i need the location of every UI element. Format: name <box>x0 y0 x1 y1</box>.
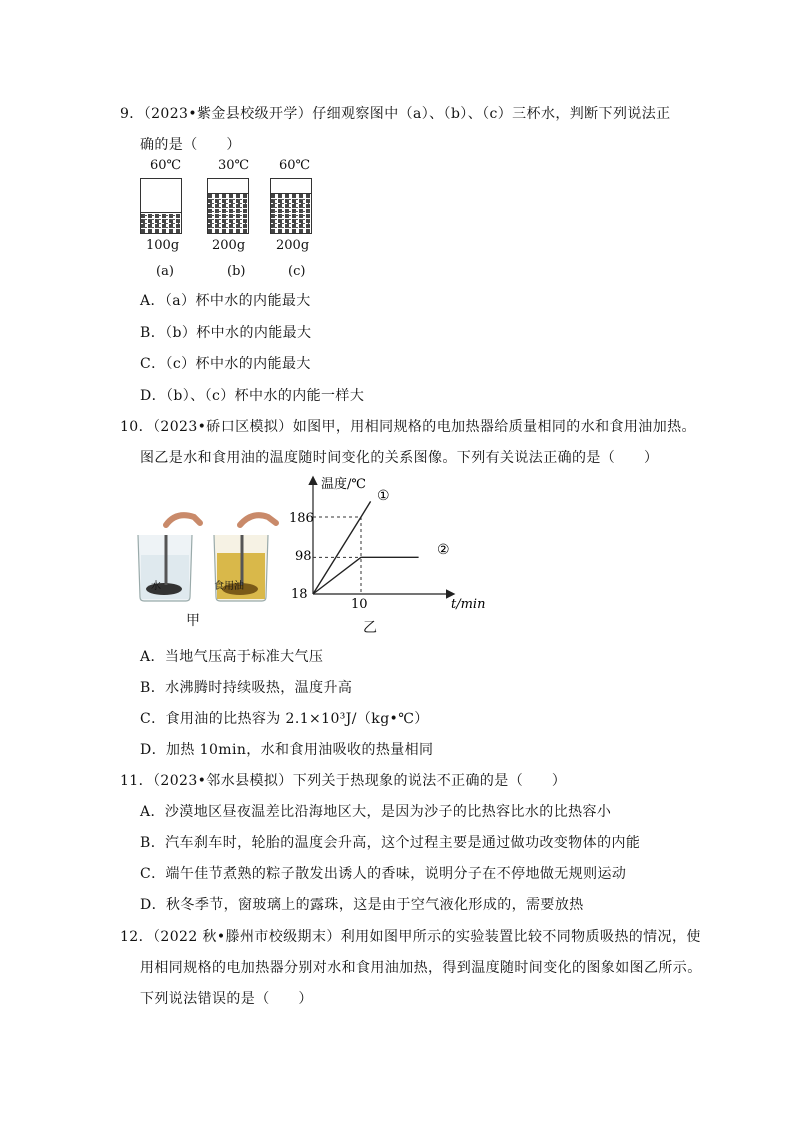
cup-c-label: (c) <box>288 264 306 279</box>
q10-option-b: B．水沸腾时持续吸热，温度升高 <box>140 680 353 696</box>
cup-a <box>140 178 182 234</box>
water-beaker <box>138 515 200 601</box>
cup-a-temp: 60℃ <box>150 158 182 173</box>
q9-stem-line1: 9．（2023•紫金县校级开学）仔细观察图中（a）、（b）、（c）三杯水，判断下列说法正 <box>120 106 671 122</box>
series-line-2 <box>313 557 419 594</box>
q10-option-a: A．当地气压高于标准大气压 <box>140 649 324 665</box>
cup-c-mass: 200g <box>276 238 310 253</box>
q9-option-a: A．（a）杯中水的内能最大 <box>140 293 311 309</box>
q10-option-d: D．加热 10min，水和食用油吸收的热量相同 <box>140 742 434 758</box>
q11-option-d: D．秋冬季节，窗玻璃上的露珠，这是由于空气液化形成的，需要放热 <box>140 897 584 913</box>
q12-stem-line1: 12．（2022 秋•滕州市校级期末）利用如图甲所示的实验装置比较不同物质吸热的情况，使 <box>120 929 701 945</box>
q9-option-d: D．（b）、（c）杯中水的内能一样大 <box>140 388 365 404</box>
temperature-time-chart <box>285 470 505 630</box>
oil-label: 食用油 <box>214 581 244 592</box>
q12-stem-line2: 用相同规格的电加热器分别对水和食用油加热，得到温度随时间变化的图象如图乙所示。 <box>140 960 702 976</box>
cup-c-temp: 60℃ <box>279 158 311 173</box>
x-axis-label: t/min <box>451 597 486 612</box>
q10-stem-line1: 10．（2023•硚口区模拟）如图甲，用相同规格的电加热器给质量相同的水和食用油加热。 <box>120 419 696 435</box>
cup-b-mass: 200g <box>212 238 246 253</box>
cup-b-label: (b) <box>227 264 246 279</box>
graph-caption: 乙 <box>363 620 377 636</box>
q9-stem-line2: 确的是（ ） <box>140 137 241 153</box>
x-tick-10: 10 <box>351 597 368 612</box>
chart-lines <box>313 501 419 594</box>
q11-option-a: A．沙漠地区昼夜温差比沿海地区大，是因为沙子的比热容比水的比热容小 <box>140 804 612 820</box>
q10-option-c: C．食用油的比热容为 2.1×10³J/（kg•℃） <box>140 711 429 727</box>
cup-a-label: (a) <box>156 264 174 279</box>
y-axis-label: 温度/℃ <box>321 477 366 492</box>
y-tick-18: 18 <box>291 587 308 602</box>
cup-b-temp: 30℃ <box>218 158 250 173</box>
q11-option-c: C．端午佳节煮熟的粽子散发出诱人的香味，说明分子在不停地做无规则运动 <box>140 866 627 882</box>
q10-stem-line2: 图乙是水和食用油的温度随时间变化的关系图像。下列有关说法正确的是（ ） <box>140 450 659 466</box>
q9-option-c: C．（c）杯中水的内能最大 <box>140 356 311 372</box>
q11-option-b: B．汽车刹车时，轮胎的温度会升高，这个过程主要是通过做功改变物体的内能 <box>140 835 641 851</box>
photo-caption: 甲 <box>186 613 200 629</box>
series-1-label: ① <box>377 488 390 504</box>
series-2-label: ② <box>437 542 450 558</box>
y-tick-186: 186 <box>289 511 314 526</box>
q11-stem: 11．（2023•邻水县模拟）下列关于热现象的说法不正确的是（ ） <box>120 773 567 789</box>
q12-stem-line3: 下列说法错误的是（ ） <box>140 991 313 1007</box>
cup-c <box>270 178 312 234</box>
series-line-1 <box>313 501 371 594</box>
y-tick-98: 98 <box>295 549 312 564</box>
q9-option-b: B．（b）杯中水的内能最大 <box>140 325 312 341</box>
cup-a-mass: 100g <box>146 238 180 253</box>
cup-b <box>207 178 249 234</box>
water-label: 水 <box>151 581 161 592</box>
